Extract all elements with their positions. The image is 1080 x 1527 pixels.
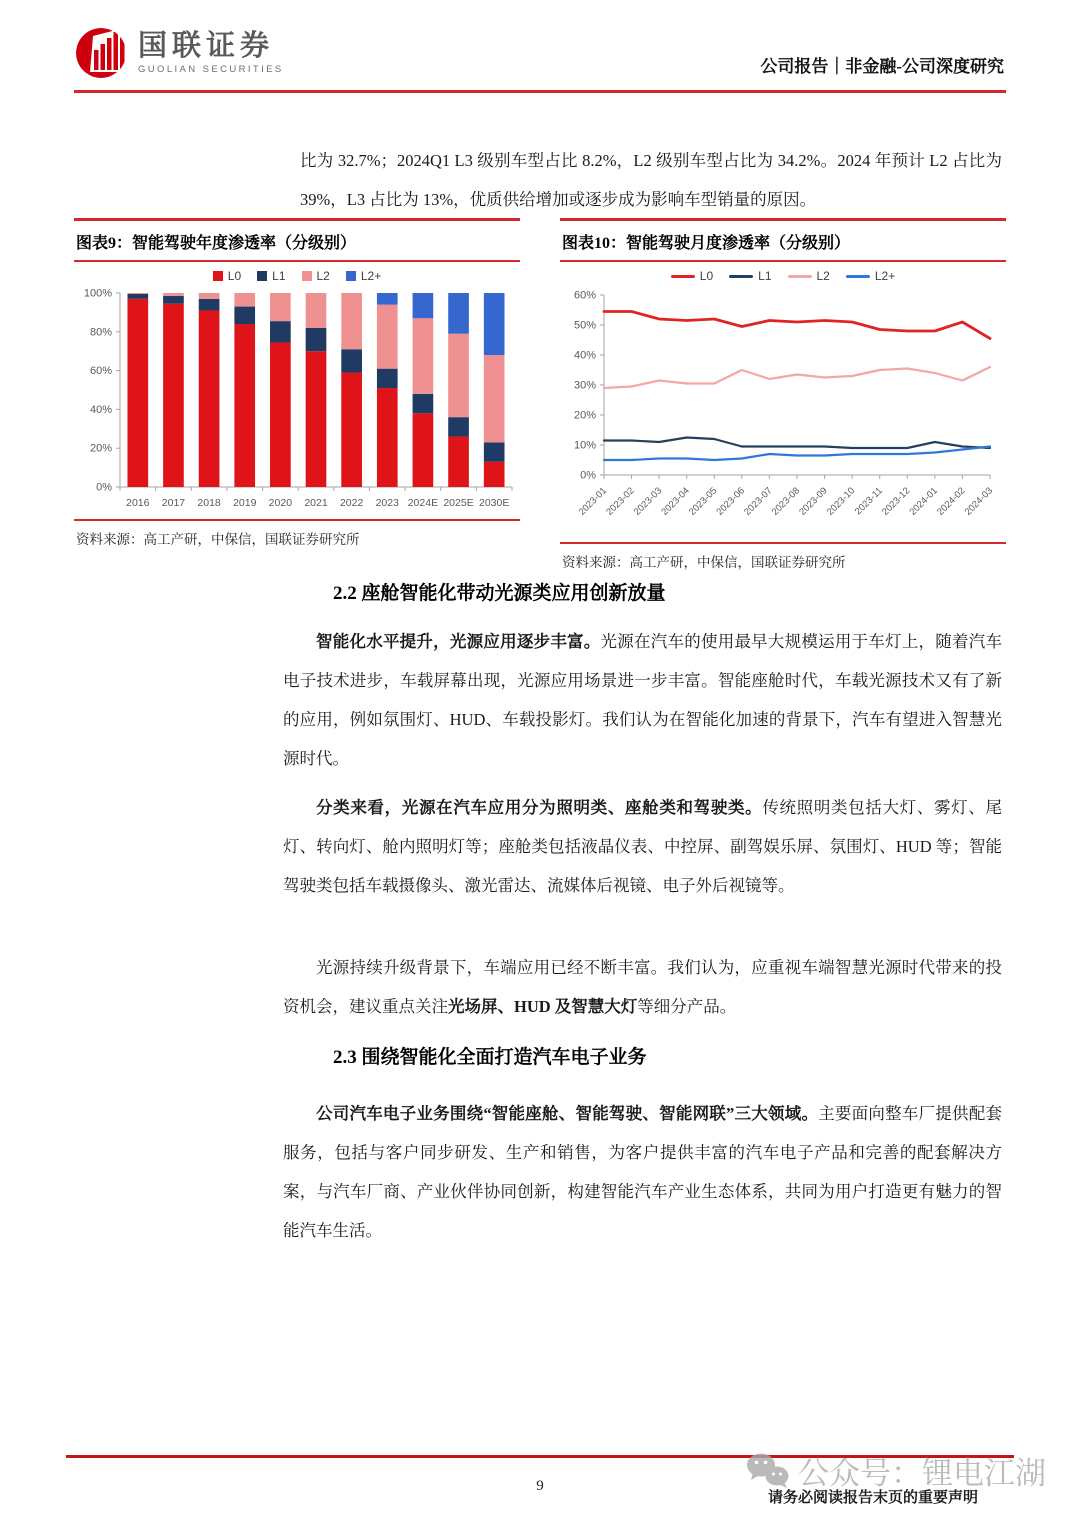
legend-item-L2+ xyxy=(346,269,381,283)
figure-10 xyxy=(560,218,1006,570)
svg-text:10%: 10% xyxy=(573,439,596,452)
intro-paragraph: 比为 32.7%；2024Q1 L3 级别车型占比 8.2%，L2 级别车型占比为 34.2%。2024 年预计 L2 占比为 39%，L3 占比为 13%，优质供给增加或逐步成为影响车型销量的原因。 xyxy=(300,150,1002,209)
svg-text:2024E: 2024E xyxy=(407,497,439,509)
figures-row xyxy=(74,218,1006,570)
figure-9-source: 资料来源：高工产研，中保信，国联证券研究所 xyxy=(74,519,520,552)
svg-text:2024-01: 2024-01 xyxy=(907,485,940,518)
legend-label-L2: L2 xyxy=(816,269,830,283)
figure-10-title: 图表10：智能驾驶月度渗透率（分级别） xyxy=(560,218,1006,262)
legend-item-L1 xyxy=(257,269,285,283)
footer-disclaimer: 请务必阅读报告末页的重要声明 xyxy=(768,1490,979,1506)
figure-10-line-chart xyxy=(560,285,1006,542)
svg-text:2025E: 2025E xyxy=(443,497,474,509)
section-2-3-heading: 2.3 围绕智能化全面打造汽车电子业务 xyxy=(333,1047,647,1068)
guolian-logo xyxy=(74,26,284,80)
svg-text:20%: 20% xyxy=(573,409,596,422)
legend-swatch-L2 xyxy=(788,275,812,278)
legend-swatch-L2+ xyxy=(846,275,870,278)
paragraph-1-bold-lead: 智能化水平提升，光源应用逐步丰富。 xyxy=(316,632,601,651)
svg-text:2019: 2019 xyxy=(233,497,257,509)
svg-text:0%: 0% xyxy=(580,469,596,482)
svg-text:50%: 50% xyxy=(573,319,596,332)
svg-text:2022: 2022 xyxy=(339,497,364,509)
svg-text:2023-02: 2023-02 xyxy=(604,485,637,518)
legend-label-L2+: L2+ xyxy=(874,269,896,283)
paragraph-investment-focus xyxy=(283,948,1002,1026)
paragraph-4-bold-lead: 公司汽车电子业务围绕“智能座舱、智能驾驶、智能网联”三大领域。 xyxy=(316,1104,819,1123)
svg-text:2017: 2017 xyxy=(161,497,186,509)
svg-text:2021: 2021 xyxy=(304,497,328,509)
svg-text:2023: 2023 xyxy=(375,497,399,509)
legend-item-L1 xyxy=(729,269,771,283)
svg-text:20%: 20% xyxy=(89,442,112,455)
svg-text:2023-01: 2023-01 xyxy=(576,485,610,518)
svg-text:2020: 2020 xyxy=(268,497,293,509)
legend-label-L2: L2 xyxy=(316,269,330,283)
legend-item-L2+ xyxy=(846,269,895,283)
paragraph-light-source-richness xyxy=(283,622,1002,778)
logo-text xyxy=(138,29,284,75)
svg-text:60%: 60% xyxy=(89,365,112,378)
watermark-text: 公众号：锂电江湖 xyxy=(798,1456,1046,1491)
svg-text:2023-10: 2023-10 xyxy=(824,485,858,518)
paragraph-1-text: 光源在汽车的使用最早大规模运用于车灯上，随着汽车电子技术进步，车载屏幕出现，光源应用场景进一步丰富。智能座舱时代，车载光源技术又有了新的应用，例如氛围灯、HUD、车载投影灯。我们认为在智能化加速的背景下，汽车有望进入智慧光源时代。 xyxy=(283,632,1003,768)
paragraph-3-text-pre: 光源持续升级背景下，车端应用已经不断丰富。我们认为，应重视车端智慧光源时代带来的投资机会，建议重点关注 xyxy=(283,958,1002,1016)
svg-text:40%: 40% xyxy=(573,349,596,362)
svg-text:2023-11: 2023-11 xyxy=(852,485,885,518)
legend-label-L1: L1 xyxy=(272,269,286,283)
legend-swatch-L1 xyxy=(257,271,267,281)
svg-text:2030E: 2030E xyxy=(478,497,510,509)
svg-text:2023-03: 2023-03 xyxy=(631,485,665,518)
page-number: 9 xyxy=(536,1478,544,1494)
figure-9 xyxy=(74,218,520,552)
header-divider-line xyxy=(74,90,1006,93)
logo-name-en: GUOLIAN SECURITIES xyxy=(138,63,284,75)
legend-label-L1: L1 xyxy=(758,269,772,283)
svg-text:2016: 2016 xyxy=(126,497,150,509)
paragraph-3-bold-products: 光场屏、HUD 及智慧大灯 xyxy=(448,997,638,1016)
legend-swatch-L0 xyxy=(671,275,695,278)
svg-text:100%: 100% xyxy=(83,287,112,300)
figure-9-legend xyxy=(74,269,520,283)
paragraph-2-text: 传统照明类包括大灯、雾灯、尾灯、转向灯、舱内照明灯等；座舱类包括液晶仪表、中控屏、副驾娱乐屏、氛围灯、HUD 等；智能驾驶类包括车载摄像头、激光雷达、流媒体后视镜、电子外后视镜等。 xyxy=(283,798,1003,895)
svg-text:2018: 2018 xyxy=(197,497,221,509)
svg-text:2023-05: 2023-05 xyxy=(686,485,720,518)
legend-item-L2 xyxy=(788,269,830,283)
wechat-icon xyxy=(746,1452,790,1490)
legend-item-L0 xyxy=(671,269,713,283)
legend-swatch-L0 xyxy=(213,271,223,281)
svg-text:80%: 80% xyxy=(89,326,112,339)
svg-text:2024-03: 2024-03 xyxy=(962,485,996,518)
legend-label-L0: L0 xyxy=(227,269,242,283)
svg-text:2023-09: 2023-09 xyxy=(797,485,830,518)
section-2-2-heading: 2.2 座舱智能化带动光源类应用创新放量 xyxy=(333,583,666,604)
legend-swatch-L2+ xyxy=(346,271,356,281)
svg-text:2023-04: 2023-04 xyxy=(659,485,692,518)
legend-label-L2+: L2+ xyxy=(360,269,382,283)
legend-item-L2 xyxy=(302,269,330,283)
svg-text:2024-02: 2024-02 xyxy=(935,485,968,518)
paragraph-auto-electronics-business xyxy=(283,1094,1002,1250)
svg-text:40%: 40% xyxy=(89,403,112,416)
svg-text:2023-06: 2023-06 xyxy=(714,485,747,518)
figure-10-source: 资料来源：高工产研，中保信，国联证券研究所 xyxy=(560,542,1006,575)
figure-10-legend xyxy=(560,269,1006,283)
svg-text:60%: 60% xyxy=(573,289,596,302)
logo-name-cn: 国联证券 xyxy=(138,29,275,62)
figure-9-title: 图表9：智能驾驶年度渗透率（分级别） xyxy=(74,218,520,262)
report-type-label: 公司报告｜非金融-公司深度研究 xyxy=(760,57,1004,76)
svg-text:30%: 30% xyxy=(573,379,596,392)
paragraph-3-text-post: 等细分产品。 xyxy=(637,997,737,1016)
svg-text:2023-12: 2023-12 xyxy=(879,485,913,518)
legend-label-L0: L0 xyxy=(699,269,714,283)
svg-text:0%: 0% xyxy=(96,481,112,494)
svg-text:2023-08: 2023-08 xyxy=(769,485,803,518)
legend-item-L0 xyxy=(213,269,241,283)
figure-9-bar-chart xyxy=(74,285,520,518)
guolian-logo-icon xyxy=(74,26,128,80)
paragraph-2-bold-lead: 分类来看，光源在汽车应用分为照明类、座舱类和驾驶类。 xyxy=(316,798,763,817)
svg-text:2023-07: 2023-07 xyxy=(742,485,775,518)
legend-swatch-L2 xyxy=(302,271,312,281)
paragraph-light-source-categories xyxy=(283,788,1002,905)
paragraph-4-text: 主要面向整车厂提供配套服务，包括与客户同步研发、生产和销售，为客户提供丰富的汽车电子产品和完善的配套解决方案，与汽车厂商、产业伙伴协同创新，构建智能汽车产业生态体系，共同为用户打造更有魅力的智能汽车生活。 xyxy=(283,1104,1003,1240)
legend-swatch-L1 xyxy=(729,275,753,278)
